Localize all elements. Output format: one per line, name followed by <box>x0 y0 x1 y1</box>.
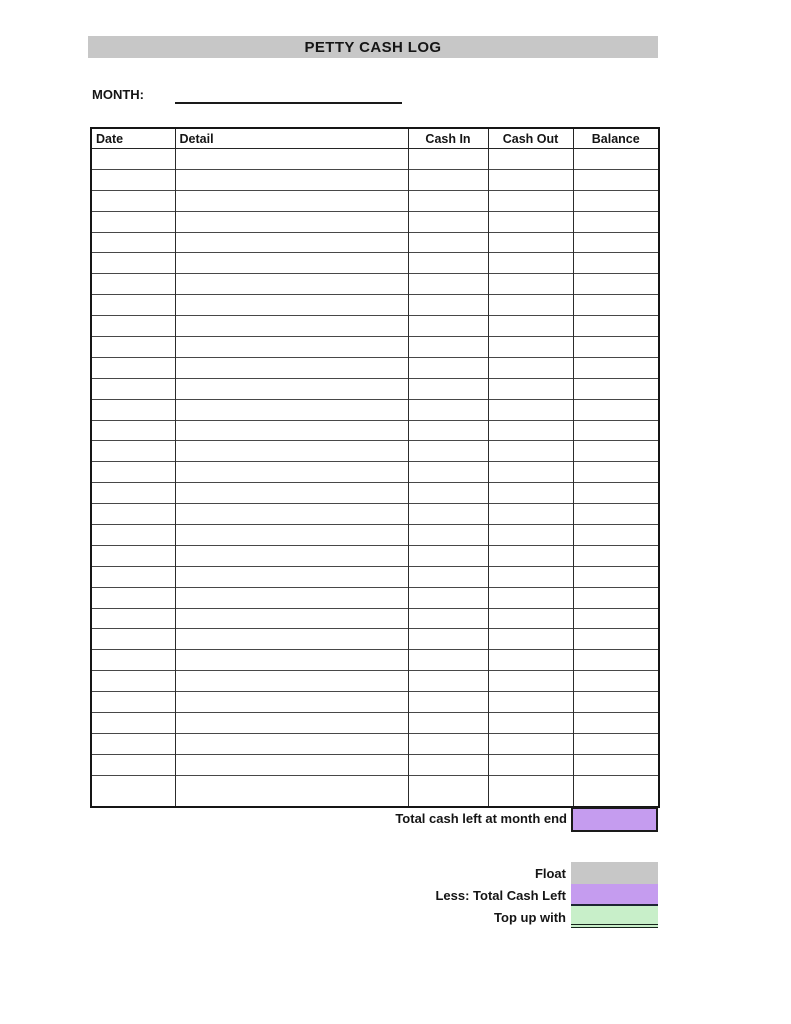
cell-cash-in[interactable] <box>408 190 488 211</box>
cell-balance[interactable] <box>573 525 659 546</box>
table-row <box>91 775 659 807</box>
cell-detail[interactable] <box>175 608 408 629</box>
cell-cash-in[interactable] <box>408 587 488 608</box>
cell-cash-out[interactable] <box>488 211 573 232</box>
cell-detail[interactable] <box>175 566 408 587</box>
cell-cash-in[interactable] <box>408 149 488 170</box>
cell-cash-out[interactable] <box>488 253 573 274</box>
cell-balance[interactable] <box>573 169 659 190</box>
cell-detail[interactable] <box>175 671 408 692</box>
summary-row-top-up-with <box>90 906 658 928</box>
cell-cash-in[interactable] <box>408 211 488 232</box>
cell-cash-in[interactable] <box>408 399 488 420</box>
cell-balance[interactable] <box>573 441 659 462</box>
table-row <box>91 754 659 775</box>
cell-detail[interactable] <box>175 587 408 608</box>
cell-cash-in[interactable] <box>408 566 488 587</box>
cell-cash-out[interactable] <box>488 274 573 295</box>
cell-cash-in[interactable] <box>408 504 488 525</box>
cell-date[interactable] <box>91 211 175 232</box>
cell-cash-in[interactable] <box>408 525 488 546</box>
cell-cash-in[interactable] <box>408 378 488 399</box>
cell-cash-out[interactable] <box>488 713 573 734</box>
cell-balance[interactable] <box>573 149 659 170</box>
cell-balance[interactable] <box>573 650 659 671</box>
cell-cash-in[interactable] <box>408 274 488 295</box>
table-row <box>91 629 659 650</box>
table-row <box>91 357 659 378</box>
total-cash-label: Total cash left at month end <box>395 811 567 826</box>
cell-cash-out[interactable] <box>488 149 573 170</box>
cell-cash-in[interactable] <box>408 671 488 692</box>
cell-cash-in[interactable] <box>408 253 488 274</box>
cell-cash-out[interactable] <box>488 337 573 358</box>
table-row <box>91 504 659 525</box>
cell-cash-out[interactable] <box>488 441 573 462</box>
cell-balance[interactable] <box>573 295 659 316</box>
cell-detail[interactable] <box>175 441 408 462</box>
cell-balance[interactable] <box>573 629 659 650</box>
table-row <box>91 692 659 713</box>
cell-detail[interactable] <box>175 713 408 734</box>
cell-cash-out[interactable] <box>488 587 573 608</box>
column-header-balance: Balance <box>573 128 659 149</box>
cell-balance[interactable] <box>573 253 659 274</box>
cell-detail[interactable] <box>175 692 408 713</box>
cell-date[interactable] <box>91 274 175 295</box>
cell-date[interactable] <box>91 190 175 211</box>
cell-date[interactable] <box>91 587 175 608</box>
cell-cash-out[interactable] <box>488 566 573 587</box>
cell-detail[interactable] <box>175 211 408 232</box>
cell-detail[interactable] <box>175 462 408 483</box>
table-row <box>91 483 659 504</box>
cell-balance[interactable] <box>573 399 659 420</box>
cell-date[interactable] <box>91 462 175 483</box>
cell-cash-in[interactable] <box>408 295 488 316</box>
cell-detail[interactable] <box>175 754 408 775</box>
cell-detail[interactable] <box>175 337 408 358</box>
cell-cash-out[interactable] <box>488 399 573 420</box>
table-row <box>91 378 659 399</box>
table-row <box>91 650 659 671</box>
cell-balance[interactable] <box>573 274 659 295</box>
cell-cash-in[interactable] <box>408 169 488 190</box>
cell-cash-in[interactable] <box>408 733 488 754</box>
table-row <box>91 671 659 692</box>
cell-date[interactable] <box>91 525 175 546</box>
cell-date[interactable] <box>91 775 175 807</box>
cell-balance[interactable] <box>573 733 659 754</box>
table-row <box>91 608 659 629</box>
cell-detail[interactable] <box>175 274 408 295</box>
cell-date[interactable] <box>91 169 175 190</box>
cell-balance[interactable] <box>573 713 659 734</box>
cell-cash-in[interactable] <box>408 337 488 358</box>
cell-cash-out[interactable] <box>488 545 573 566</box>
total-cash-value-cell[interactable] <box>571 807 658 832</box>
cell-cash-in[interactable] <box>408 316 488 337</box>
month-input-line[interactable] <box>175 86 402 104</box>
cell-balance[interactable] <box>573 462 659 483</box>
table-row <box>91 399 659 420</box>
cell-date[interactable] <box>91 357 175 378</box>
summary-row-less-total-cash-left <box>90 884 658 906</box>
cell-date[interactable] <box>91 253 175 274</box>
cell-cash-in[interactable] <box>408 441 488 462</box>
cell-detail[interactable] <box>175 357 408 378</box>
table-row <box>91 149 659 170</box>
cell-detail[interactable] <box>175 525 408 546</box>
summary-section <box>90 862 658 928</box>
cell-date[interactable] <box>91 149 175 170</box>
cell-date[interactable] <box>91 441 175 462</box>
table-row <box>91 190 659 211</box>
cell-detail[interactable] <box>175 420 408 441</box>
table-row <box>91 274 659 295</box>
cell-balance[interactable] <box>573 420 659 441</box>
table-row <box>91 525 659 546</box>
cell-cash-out[interactable] <box>488 608 573 629</box>
cell-date[interactable] <box>91 399 175 420</box>
cell-cash-in[interactable] <box>408 232 488 253</box>
cell-cash-out[interactable] <box>488 190 573 211</box>
cell-detail[interactable] <box>175 190 408 211</box>
cell-cash-in[interactable] <box>408 357 488 378</box>
cell-cash-out[interactable] <box>488 378 573 399</box>
cell-balance[interactable] <box>573 608 659 629</box>
table-row <box>91 232 659 253</box>
cell-cash-in[interactable] <box>408 608 488 629</box>
cell-date[interactable] <box>91 316 175 337</box>
table-row <box>91 211 659 232</box>
column-header-cash-out: Cash Out <box>488 128 573 149</box>
cell-date[interactable] <box>91 504 175 525</box>
cell-detail[interactable] <box>175 149 408 170</box>
table-row <box>91 420 659 441</box>
cell-detail[interactable] <box>175 316 408 337</box>
cell-cash-out[interactable] <box>488 295 573 316</box>
cell-balance[interactable] <box>573 378 659 399</box>
cell-cash-in[interactable] <box>408 775 488 807</box>
cell-balance[interactable] <box>573 545 659 566</box>
table-row <box>91 295 659 316</box>
summary-value-cell-top-up-with[interactable] <box>571 906 658 928</box>
cell-date[interactable] <box>91 566 175 587</box>
cell-date[interactable] <box>91 608 175 629</box>
table-row <box>91 566 659 587</box>
cell-balance[interactable] <box>573 232 659 253</box>
cell-detail[interactable] <box>175 545 408 566</box>
table-row <box>91 545 659 566</box>
cell-cash-out[interactable] <box>488 483 573 504</box>
table-header-row <box>91 128 659 149</box>
cell-date[interactable] <box>91 713 175 734</box>
table-row <box>91 316 659 337</box>
cell-cash-out[interactable] <box>488 629 573 650</box>
cell-detail[interactable] <box>175 399 408 420</box>
cell-detail[interactable] <box>175 733 408 754</box>
summary-value-cell-less-total-cash-left[interactable] <box>571 884 658 906</box>
table-row <box>91 169 659 190</box>
page-title: PETTY CASH LOG <box>304 39 442 56</box>
cell-cash-in[interactable] <box>408 420 488 441</box>
cell-balance[interactable] <box>573 671 659 692</box>
table-row <box>91 253 659 274</box>
cell-detail[interactable] <box>175 169 408 190</box>
cell-cash-out[interactable] <box>488 420 573 441</box>
cell-balance[interactable] <box>573 357 659 378</box>
cell-date[interactable] <box>91 295 175 316</box>
cell-cash-in[interactable] <box>408 713 488 734</box>
cell-cash-out[interactable] <box>488 754 573 775</box>
cell-balance[interactable] <box>573 587 659 608</box>
cell-balance[interactable] <box>573 775 659 807</box>
cell-date[interactable] <box>91 337 175 358</box>
cell-cash-in[interactable] <box>408 629 488 650</box>
cell-balance[interactable] <box>573 504 659 525</box>
cell-cash-out[interactable] <box>488 775 573 807</box>
cell-balance[interactable] <box>573 483 659 504</box>
cell-date[interactable] <box>91 671 175 692</box>
cell-detail[interactable] <box>175 775 408 807</box>
cell-cash-in[interactable] <box>408 692 488 713</box>
cell-detail[interactable] <box>175 504 408 525</box>
summary-value-cell-float[interactable] <box>571 862 658 884</box>
cell-date[interactable] <box>91 420 175 441</box>
cell-date[interactable] <box>91 733 175 754</box>
cell-cash-in[interactable] <box>408 754 488 775</box>
cell-cash-out[interactable] <box>488 525 573 546</box>
cell-detail[interactable] <box>175 232 408 253</box>
cell-date[interactable] <box>91 545 175 566</box>
cell-date[interactable] <box>91 629 175 650</box>
cell-cash-out[interactable] <box>488 650 573 671</box>
cell-cash-out[interactable] <box>488 504 573 525</box>
cell-date[interactable] <box>91 483 175 504</box>
cell-cash-out[interactable] <box>488 357 573 378</box>
table-row <box>91 733 659 754</box>
summary-label-less-total-cash-left: Less: Total Cash Left <box>435 887 566 903</box>
petty-cash-table <box>90 127 660 808</box>
cell-date[interactable] <box>91 692 175 713</box>
cell-cash-in[interactable] <box>408 462 488 483</box>
month-label: MONTH: <box>92 87 144 102</box>
summary-label-top-up-with: Top up with <box>494 909 566 925</box>
cell-cash-in[interactable] <box>408 650 488 671</box>
summary-row-float <box>90 862 658 884</box>
cell-cash-out[interactable] <box>488 462 573 483</box>
column-header-date: Date <box>91 128 175 149</box>
cell-balance[interactable] <box>573 316 659 337</box>
table-row <box>91 441 659 462</box>
cell-date[interactable] <box>91 378 175 399</box>
cell-balance[interactable] <box>573 692 659 713</box>
cell-balance[interactable] <box>573 190 659 211</box>
cell-date[interactable] <box>91 232 175 253</box>
table-row <box>91 462 659 483</box>
title-bar <box>88 36 658 58</box>
cell-detail[interactable] <box>175 650 408 671</box>
cell-cash-in[interactable] <box>408 545 488 566</box>
cell-cash-out[interactable] <box>488 169 573 190</box>
cell-cash-out[interactable] <box>488 316 573 337</box>
cell-balance[interactable] <box>573 337 659 358</box>
cell-detail[interactable] <box>175 253 408 274</box>
table-row <box>91 713 659 734</box>
cell-cash-out[interactable] <box>488 692 573 713</box>
cell-cash-out[interactable] <box>488 733 573 754</box>
cell-balance[interactable] <box>573 211 659 232</box>
cell-detail[interactable] <box>175 295 408 316</box>
cell-cash-in[interactable] <box>408 483 488 504</box>
cell-detail[interactable] <box>175 483 408 504</box>
cell-balance[interactable] <box>573 566 659 587</box>
cell-cash-out[interactable] <box>488 232 573 253</box>
cell-date[interactable] <box>91 754 175 775</box>
cell-cash-out[interactable] <box>488 671 573 692</box>
cell-detail[interactable] <box>175 629 408 650</box>
table-row <box>91 337 659 358</box>
summary-label-float: Float <box>534 865 566 881</box>
cell-detail[interactable] <box>175 378 408 399</box>
cell-balance[interactable] <box>573 754 659 775</box>
column-header-cash-in: Cash In <box>408 128 488 149</box>
cell-date[interactable] <box>91 650 175 671</box>
column-header-detail: Detail <box>175 128 408 149</box>
table-row <box>91 587 659 608</box>
